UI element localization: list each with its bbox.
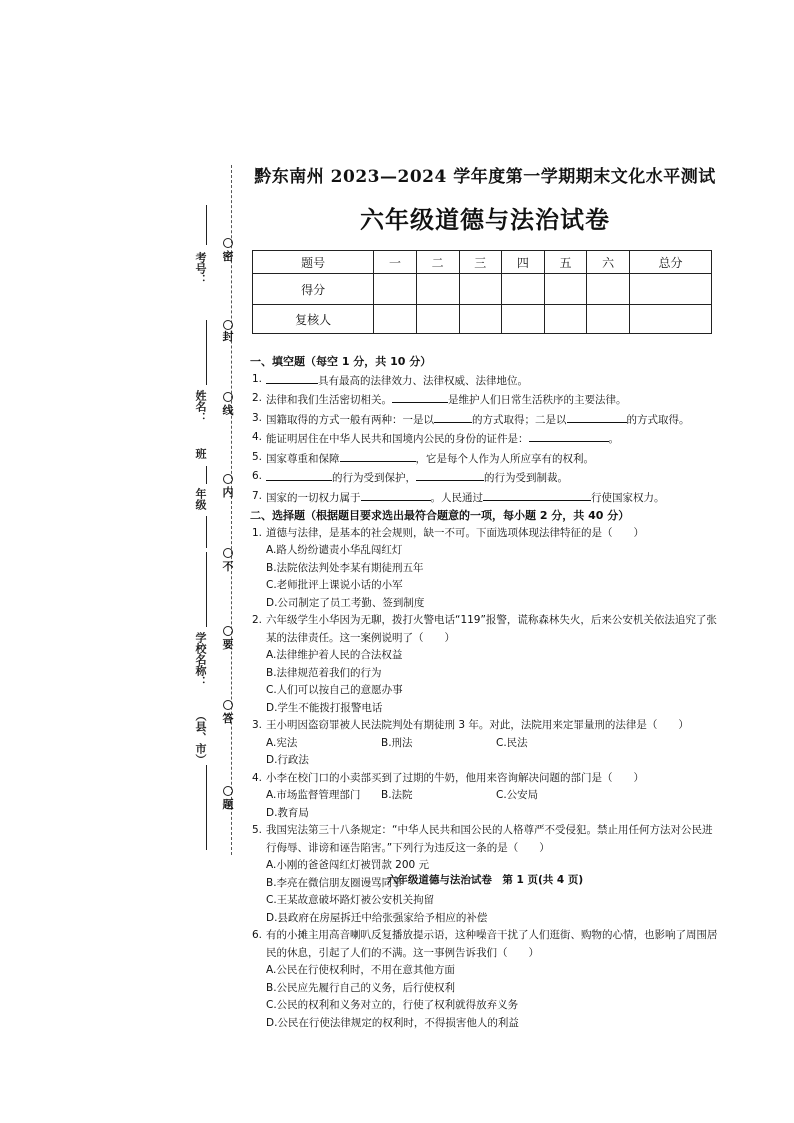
question-text: 王小明因盗窃罪被人民法院判处有期徒刑 3 年。对此，法院用来定罪量刑的法律是（ ） bbox=[266, 719, 689, 731]
option-a[interactable]: A.法律维护着人民的合法权益 bbox=[266, 649, 403, 661]
school-name-label: 学校名称： bbox=[194, 632, 207, 687]
score-header-cell: 四 bbox=[502, 251, 545, 274]
score-table bbox=[252, 250, 712, 334]
question-text: 我国宪法第三十八条规定：“中华人民共和国公民的人格尊严不受侵犯。禁止用任何方法对公民进行侮辱、诽谤和诬告陷害。”下列行为违反这一条的是（ ） bbox=[266, 824, 713, 854]
option-c[interactable]: C.人们可以按自己的意愿办事 bbox=[266, 684, 403, 696]
seal-char: 内 bbox=[222, 486, 234, 499]
score-header-row bbox=[253, 251, 712, 274]
choice-question bbox=[250, 822, 720, 857]
option-a[interactable]: A.宪法 bbox=[266, 736, 298, 749]
question-number: 2. bbox=[252, 614, 263, 626]
seal-circle bbox=[223, 700, 233, 710]
score-cell[interactable] bbox=[374, 305, 417, 334]
score-cell[interactable] bbox=[630, 305, 712, 334]
section-heading: 一、填空题（每空 1 分，共 10 分） bbox=[250, 355, 432, 368]
options-group bbox=[250, 857, 720, 927]
seal-char: 线 bbox=[222, 404, 234, 417]
seal-char: 要 bbox=[222, 638, 234, 651]
choice-question bbox=[250, 612, 720, 647]
score-row-label: 复核人 bbox=[253, 305, 374, 334]
county-label: （县、市） bbox=[194, 710, 207, 765]
question-text: 。 bbox=[608, 433, 619, 445]
question-text: 的行为受到保护， bbox=[332, 472, 416, 484]
question-text: 六年级学生小华因为无聊，拨打火警电话“119”报警，谎称森林失火，后来公安机关依法追究了张某的法律责任。这一案例说明了（ ） bbox=[266, 614, 717, 644]
school-name-line bbox=[206, 552, 207, 627]
seal-circle bbox=[223, 786, 233, 796]
question-number: 6. bbox=[252, 470, 263, 482]
seal-char: 密 bbox=[222, 250, 234, 263]
question-number: 5. bbox=[252, 824, 263, 836]
option-a[interactable]: A.市场监督管理部门 bbox=[266, 789, 361, 801]
score-cell[interactable] bbox=[544, 305, 587, 334]
score-cell[interactable] bbox=[459, 305, 502, 334]
question-number: 4. bbox=[252, 771, 263, 784]
exam-number-label: 考号： bbox=[194, 252, 207, 285]
question-number: 6. bbox=[252, 929, 263, 941]
fill-question bbox=[250, 488, 720, 508]
score-cell[interactable] bbox=[416, 305, 459, 334]
question-text: ，它是每个人作为人所应享有的权利。 bbox=[415, 452, 594, 465]
name-label: 姓名： bbox=[194, 390, 207, 423]
score-header-cell: 题号 bbox=[253, 251, 374, 274]
answer-blank[interactable] bbox=[529, 429, 609, 442]
question-text: 国籍取得的方式一般有两种：一是以 bbox=[266, 413, 434, 426]
answer-blank[interactable] bbox=[416, 468, 484, 481]
score-cell[interactable] bbox=[502, 274, 545, 305]
options-group bbox=[250, 787, 720, 822]
seal-char: 题 bbox=[222, 798, 234, 811]
score-header-cell: 一 bbox=[374, 251, 417, 274]
option-d[interactable]: D.教育局 bbox=[266, 806, 309, 819]
class-line bbox=[206, 466, 207, 484]
seal-circle bbox=[223, 238, 233, 248]
choice-question bbox=[250, 770, 720, 788]
options-group bbox=[250, 647, 720, 717]
option-b[interactable]: B.法律规范着我们的行为 bbox=[266, 666, 382, 679]
seal-char: 不 bbox=[222, 560, 234, 573]
question-text: 的方式取得；二是以 bbox=[472, 413, 567, 426]
question-number: 1. bbox=[252, 526, 263, 539]
option-d[interactable]: D.公民在行使法律规定的权利时，不得损害他人的利益 bbox=[266, 1016, 519, 1029]
score-cell[interactable] bbox=[587, 274, 630, 305]
option-b[interactable]: B.法院依法判处李某有期徒刑五年 bbox=[266, 561, 424, 574]
page-footer: 六年级道德与法治试卷 第 1 页(共 4 页) bbox=[386, 874, 584, 886]
class-label: 班 bbox=[194, 448, 207, 459]
exam-subtitle: 六年级道德与法治试卷 bbox=[360, 205, 610, 234]
question-text: 法律和我们生活密切相关。 bbox=[266, 394, 392, 406]
question-text: 具有最高的法律效力、法律权威、法律地位。 bbox=[318, 374, 528, 387]
answer-blank[interactable] bbox=[266, 371, 318, 384]
question-text: 有的小摊主用高音喇叭反复播放提示语，这种噪音干扰了人们逛街、购物的心情，也影响了周围居民的休息，引起了人们的不满。这一事例告诉我们（ ） bbox=[266, 929, 718, 959]
seal-circle bbox=[223, 392, 233, 402]
question-text: 国家的一切权力属于 bbox=[266, 491, 361, 504]
exam-title: 黔东南州 2023—2024 学年度第一学期期末文化水平测试 bbox=[254, 167, 716, 187]
choice-question bbox=[250, 525, 720, 543]
answer-blank[interactable] bbox=[434, 410, 472, 423]
option-c[interactable]: C.民法 bbox=[496, 736, 528, 749]
options-group bbox=[250, 962, 720, 1032]
options-group bbox=[250, 735, 720, 770]
score-cell[interactable] bbox=[459, 274, 502, 305]
reviewer-row bbox=[253, 305, 712, 334]
question-number: 1. bbox=[252, 372, 263, 385]
option-d[interactable]: D.县政府在房屋拆迁中给张强家给予相应的补偿 bbox=[266, 911, 488, 924]
section-heading: 二、选择题（根据题目要求选出最符合题意的一项，每小题 2 分，共 40 分） bbox=[250, 509, 630, 522]
score-row-label: 得分 bbox=[253, 274, 374, 305]
score-cell[interactable] bbox=[587, 305, 630, 334]
grade-label: 年级 bbox=[194, 488, 207, 510]
option-d[interactable]: D.公司制定了员工考勤、签到制度 bbox=[266, 596, 425, 609]
answer-blank[interactable] bbox=[483, 488, 591, 501]
question-text: 的方式取得。 bbox=[626, 413, 690, 426]
question-text: 国家尊重和保障 bbox=[266, 452, 340, 465]
score-cell[interactable] bbox=[416, 274, 459, 305]
question-text: 道德与法律，是基本的社会规则，缺一不可。下面选项体现法律特征的是（ ） bbox=[266, 526, 644, 539]
question-number: 4. bbox=[252, 431, 263, 443]
option-d[interactable]: D.行政法 bbox=[266, 754, 309, 766]
option-a[interactable]: A.路人纷纷谴责小华乱闯红灯 bbox=[266, 544, 403, 556]
answer-blank[interactable] bbox=[567, 410, 627, 423]
question-text: 小李在校门口的小卖部买到了过期的牛奶，他用来咨询解决问题的部门是（ ） bbox=[266, 771, 644, 784]
fill-question bbox=[250, 468, 720, 488]
score-row bbox=[253, 274, 712, 305]
seal-circle bbox=[223, 548, 233, 558]
score-cell[interactable] bbox=[374, 274, 417, 305]
option-b[interactable]: B.李亮在微信朋友圈谩骂同事 bbox=[266, 876, 403, 889]
option-b[interactable]: B.法院 bbox=[381, 789, 413, 801]
choice-question bbox=[250, 927, 720, 962]
seal-column bbox=[222, 230, 234, 860]
question-text: 是维护人们日常生活秩序的主要法律。 bbox=[448, 394, 627, 406]
option-a[interactable]: A.公民在行使权利时，不用在意其他方面 bbox=[266, 964, 455, 976]
question-number: 7. bbox=[252, 489, 263, 502]
score-header-cell: 二 bbox=[416, 251, 459, 274]
seal-circle bbox=[223, 474, 233, 484]
fill-question bbox=[250, 429, 720, 449]
question-number: 3. bbox=[252, 411, 263, 424]
question-text: 的行为受到制裁。 bbox=[484, 472, 568, 484]
option-c[interactable]: C.王某故意破坏路灯被公安机关拘留 bbox=[266, 894, 435, 906]
exam-number-line bbox=[206, 205, 207, 245]
score-cell[interactable] bbox=[502, 305, 545, 334]
score-cell[interactable] bbox=[544, 274, 587, 305]
questions-content bbox=[250, 353, 720, 1032]
score-header-cell: 六 bbox=[587, 251, 630, 274]
option-c[interactable]: C.公民的权利和义务对立的，行使了权利就得放弃义务 bbox=[266, 999, 519, 1011]
option-c[interactable]: C.公安局 bbox=[496, 789, 539, 801]
grade-line bbox=[206, 516, 207, 548]
name-line bbox=[206, 320, 207, 385]
options-group bbox=[250, 542, 720, 612]
answer-blank[interactable] bbox=[361, 488, 431, 501]
question-number: 5. bbox=[252, 450, 263, 463]
question-number: 2. bbox=[252, 392, 263, 404]
county-line bbox=[206, 765, 207, 850]
fill-question bbox=[250, 390, 720, 410]
seal-char: 封 bbox=[222, 330, 234, 343]
option-d[interactable]: D.学生不能拨打报警电话 bbox=[266, 701, 383, 714]
seal-char: 答 bbox=[222, 712, 234, 725]
option-a[interactable]: A.小刚的爸爸闯红灯被罚款 200 元 bbox=[266, 859, 430, 871]
seal-circle bbox=[223, 626, 233, 636]
answer-blank[interactable] bbox=[392, 390, 448, 403]
score-cell[interactable] bbox=[630, 274, 712, 305]
score-header-cell: 五 bbox=[544, 251, 587, 274]
option-c[interactable]: C.老师批评上课说小话的小军 bbox=[266, 579, 403, 591]
question-text: 能证明居住在中华人民共和国境内公民的身份的证件是： bbox=[266, 433, 529, 445]
fill-question bbox=[250, 410, 720, 430]
fill-question bbox=[250, 371, 720, 391]
question-number: 3. bbox=[252, 719, 263, 731]
choice-question bbox=[250, 717, 720, 735]
score-header-cell: 总分 bbox=[630, 251, 712, 274]
question-text: 。人民通过 bbox=[430, 491, 483, 504]
option-b[interactable]: B.刑法 bbox=[381, 736, 413, 749]
question-text: 行使国家权力。 bbox=[591, 491, 665, 504]
option-b[interactable]: B.公民应先履行自己的义务，后行使权利 bbox=[266, 981, 456, 994]
score-header-cell: 三 bbox=[459, 251, 502, 274]
fill-question bbox=[250, 449, 720, 469]
answer-blank[interactable] bbox=[266, 468, 332, 481]
answer-blank[interactable] bbox=[340, 449, 416, 462]
